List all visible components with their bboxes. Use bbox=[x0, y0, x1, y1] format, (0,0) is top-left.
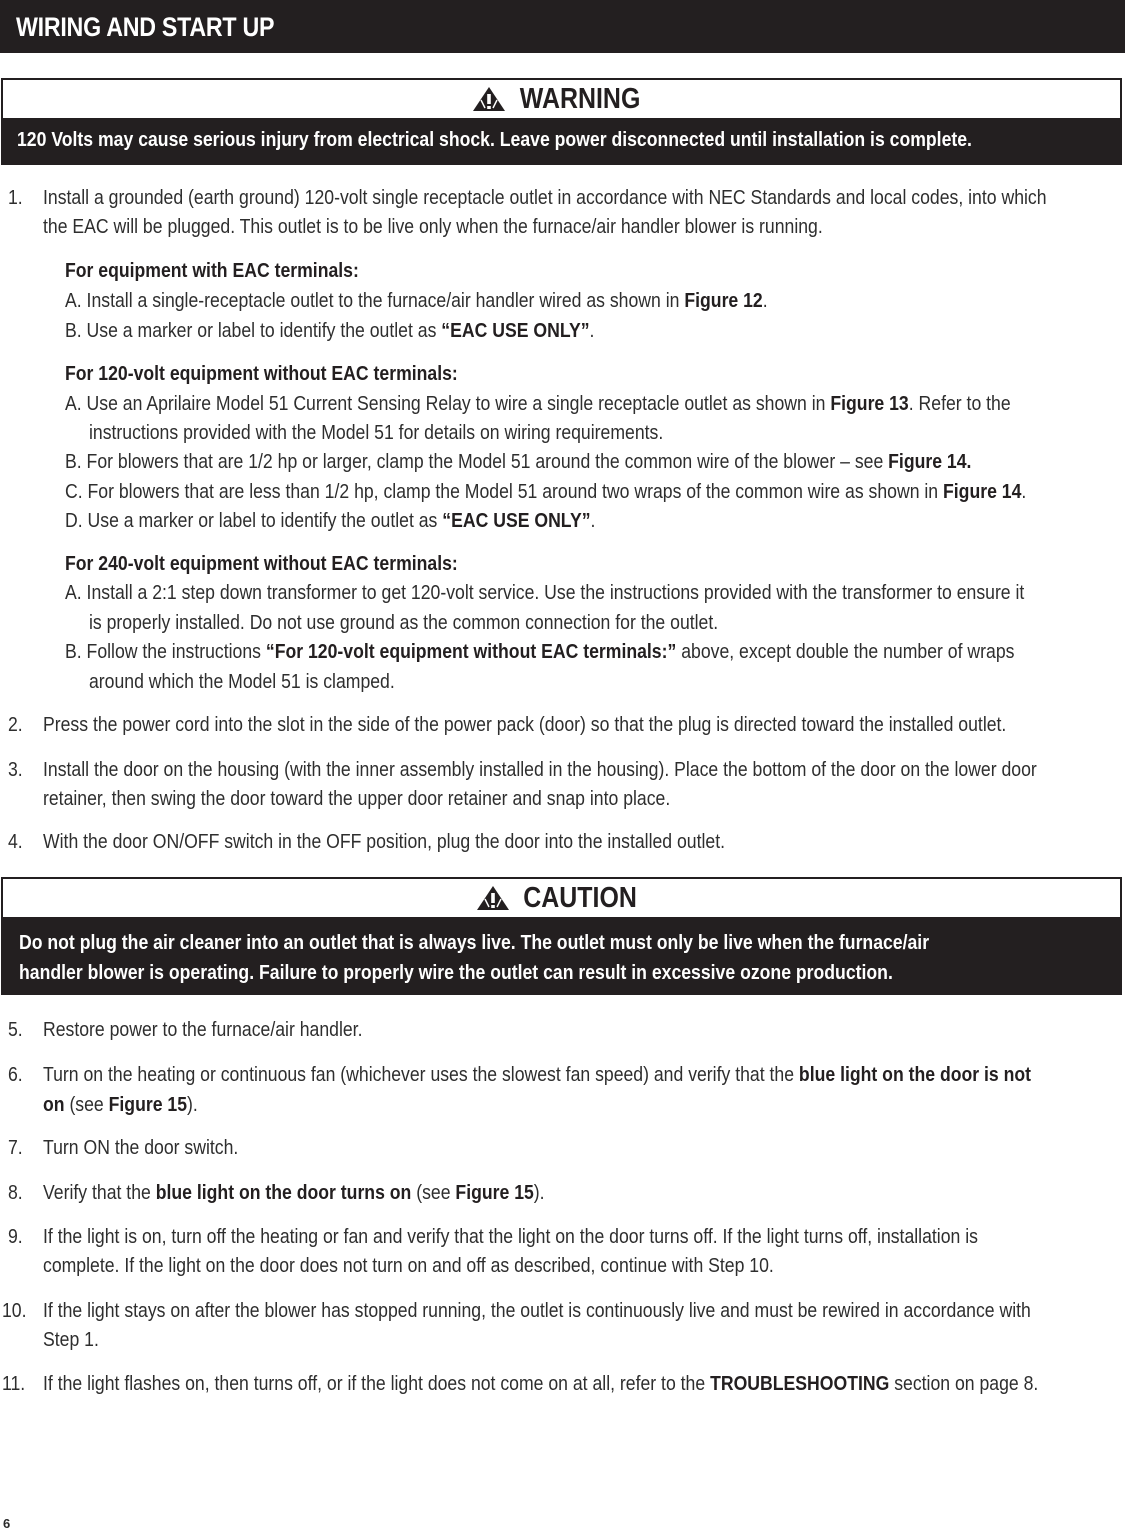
sub-item-text: A. Install a 2:1 step down transformer to get 120-volt service. Use the instructions provided with the transformer to ensure it bbox=[65, 581, 1025, 604]
step-number: 7. bbox=[8, 1136, 23, 1159]
step-text: If the light stays on after the blower has stopped running, the outlet is continuously live and must be rewired in accordance with bbox=[43, 1299, 1031, 1322]
step-number: 10. bbox=[2, 1299, 27, 1322]
subheading: For equipment with EAC terminals: bbox=[65, 259, 359, 282]
subheading: For 120-volt equipment without EAC terminals: bbox=[65, 362, 458, 385]
step-number: 4. bbox=[8, 830, 23, 853]
caution-text: handler blower is operating. Failure to properly wire the outlet can result in excessive ozone production. bbox=[19, 961, 893, 984]
caution-title: CAUTION bbox=[523, 881, 638, 914]
sub-item-text: A. Install a single-receptacle outlet to the furnace/air handler wired as shown in bbox=[65, 289, 685, 312]
step-number: 1. bbox=[8, 186, 23, 209]
step-text bbox=[43, 1090, 198, 1120]
figure-ref: Figure 14 bbox=[943, 480, 1022, 503]
sub-item-text: around which the Model 51 is clamped. bbox=[89, 670, 395, 693]
step-number: 5. bbox=[8, 1018, 23, 1041]
step-number: 11. bbox=[2, 1372, 26, 1395]
sub-item-text: . bbox=[589, 319, 595, 342]
sub-item-text: B. Use a marker or label to identify the outlet as bbox=[65, 319, 442, 342]
caution-box bbox=[1, 877, 1122, 995]
step-text: With the door ON/OFF switch in the OFF position, plug the door into the installed outlet. bbox=[43, 830, 726, 853]
step-text: Restore power to the furnace/air handler. bbox=[43, 1018, 363, 1041]
warning-body bbox=[3, 118, 1120, 163]
sub-item-text: . bbox=[1021, 480, 1027, 503]
sub-item-text: . bbox=[590, 509, 596, 532]
step-number: 2. bbox=[8, 713, 23, 736]
step-text bbox=[43, 1178, 545, 1208]
sub-item-text: . bbox=[762, 289, 768, 312]
caution-body bbox=[3, 917, 1120, 993]
step-number: 3. bbox=[8, 758, 23, 781]
emphasis: TROUBLESHOOTING bbox=[710, 1372, 890, 1395]
step-text: If the light is on, turn off the heating or fan and verify that the light on the door turns off. If the light turns off, installation is bbox=[43, 1225, 978, 1248]
sub-item-text: C. For blowers that are less than 1/2 hp, clamp the Model 51 around two wraps of the common wire as shown in bbox=[65, 480, 944, 503]
sub-item-text: B. For blowers that are 1/2 hp or larger, clamp the Model 51 around the common wire of the blower – see bbox=[65, 450, 889, 473]
emphasis: blue light on the door turns on bbox=[155, 1181, 412, 1204]
warning-heading bbox=[3, 80, 1120, 118]
step-text: Install the door on the housing (with the inner assembly installed in the housing). Place the bottom of the door on the lower door bbox=[43, 758, 1037, 781]
step-text: Install a grounded (earth ground) 120-volt single receptacle outlet in accordance with NEC Standards and local codes, into which bbox=[43, 186, 1047, 209]
section-title: WIRING AND START UP bbox=[16, 12, 275, 42]
sub-item bbox=[65, 477, 1026, 507]
warning-title: WARNING bbox=[520, 82, 641, 115]
step-text: complete. If the light on the door does not turn on and off as described, continue with Step 10. bbox=[43, 1254, 774, 1277]
step-number: 8. bbox=[8, 1181, 23, 1204]
figure-ref: Figure 13 bbox=[830, 392, 909, 415]
warning-text: 120 Volts may cause serious injury from electrical shock. Leave power disconnected until installation is complete. bbox=[17, 128, 972, 151]
sub-item-text: above, except double the number of wraps bbox=[676, 640, 1015, 663]
figure-ref: Figure 12 bbox=[684, 289, 763, 312]
step-text-part: ). bbox=[187, 1093, 198, 1116]
step-number: 6. bbox=[8, 1063, 23, 1086]
sub-item-text: B. Follow the instructions bbox=[65, 640, 266, 663]
figure-ref: Figure 14. bbox=[888, 450, 972, 473]
step-text: Step 1. bbox=[43, 1328, 99, 1351]
step-text: the EAC will be plugged. This outlet is to be live only when the furnace/air handler blower is running. bbox=[43, 215, 823, 238]
sub-item-text: . Refer to the bbox=[908, 392, 1011, 415]
sub-item-text: D. Use a marker or label to identify the outlet as bbox=[65, 509, 443, 532]
sub-item bbox=[65, 447, 971, 477]
section-header bbox=[0, 0, 1125, 53]
warning-box bbox=[1, 78, 1122, 165]
sub-item bbox=[65, 286, 768, 316]
warning-triangle-icon bbox=[476, 885, 510, 911]
step-text bbox=[43, 1060, 1031, 1090]
step-text-part: Verify that the bbox=[43, 1181, 156, 1204]
step-text: Turn ON the door switch. bbox=[43, 1136, 239, 1159]
step-text-part: Turn on the heating or continuous fan (whichever uses the slowest fan speed) and verify that the bbox=[43, 1063, 799, 1086]
step-number: 9. bbox=[8, 1225, 23, 1248]
step-text bbox=[43, 1369, 1038, 1399]
sub-item-text: instructions provided with the Model 51 for details on wiring requirements. bbox=[89, 421, 664, 444]
sub-item-text: is properly installed. Do not use ground as the common connection for the outlet. bbox=[89, 611, 719, 634]
step-text-part: (see bbox=[411, 1181, 456, 1204]
subheading: For 240-volt equipment without EAC terminals: bbox=[65, 552, 458, 575]
sub-item bbox=[65, 637, 1014, 667]
emphasis: blue light on the door is not bbox=[798, 1063, 1032, 1086]
step-text-part: If the light flashes on, then turns off, or if the light does not come on at all, refer to the bbox=[43, 1372, 711, 1395]
sub-item bbox=[65, 506, 595, 536]
emphasis: “EAC USE ONLY” bbox=[441, 319, 590, 342]
emphasis: “For 120-volt equipment without EAC terminals:” bbox=[265, 640, 677, 663]
warning-triangle-icon bbox=[472, 86, 506, 112]
step-text-part: section on page 8. bbox=[889, 1372, 1039, 1395]
sub-item bbox=[65, 316, 594, 346]
figure-ref: Figure 15 bbox=[455, 1181, 534, 1204]
figure-ref: Figure 15 bbox=[108, 1093, 188, 1116]
caution-heading bbox=[3, 879, 1120, 917]
emphasis: “EAC USE ONLY” bbox=[442, 509, 591, 532]
step-text: Press the power cord into the slot in the side of the power pack (door) so that the plug is directed toward the installed outlet. bbox=[43, 713, 1007, 736]
step-text: retainer, then swing the door toward the upper door retainer and snap into place. bbox=[43, 787, 671, 810]
page-number: 6 bbox=[3, 1516, 11, 1531]
sub-item bbox=[65, 389, 1011, 419]
emphasis: on bbox=[43, 1093, 65, 1116]
step-text-part: (see bbox=[64, 1093, 109, 1116]
step-text-part: ). bbox=[533, 1181, 545, 1204]
caution-text: Do not plug the air cleaner into an outlet that is always live. The outlet must only be live when the furnace/air bbox=[19, 931, 930, 954]
sub-item-text: A. Use an Aprilaire Model 51 Current Sensing Relay to wire a single receptacle outlet as shown in bbox=[65, 392, 831, 415]
